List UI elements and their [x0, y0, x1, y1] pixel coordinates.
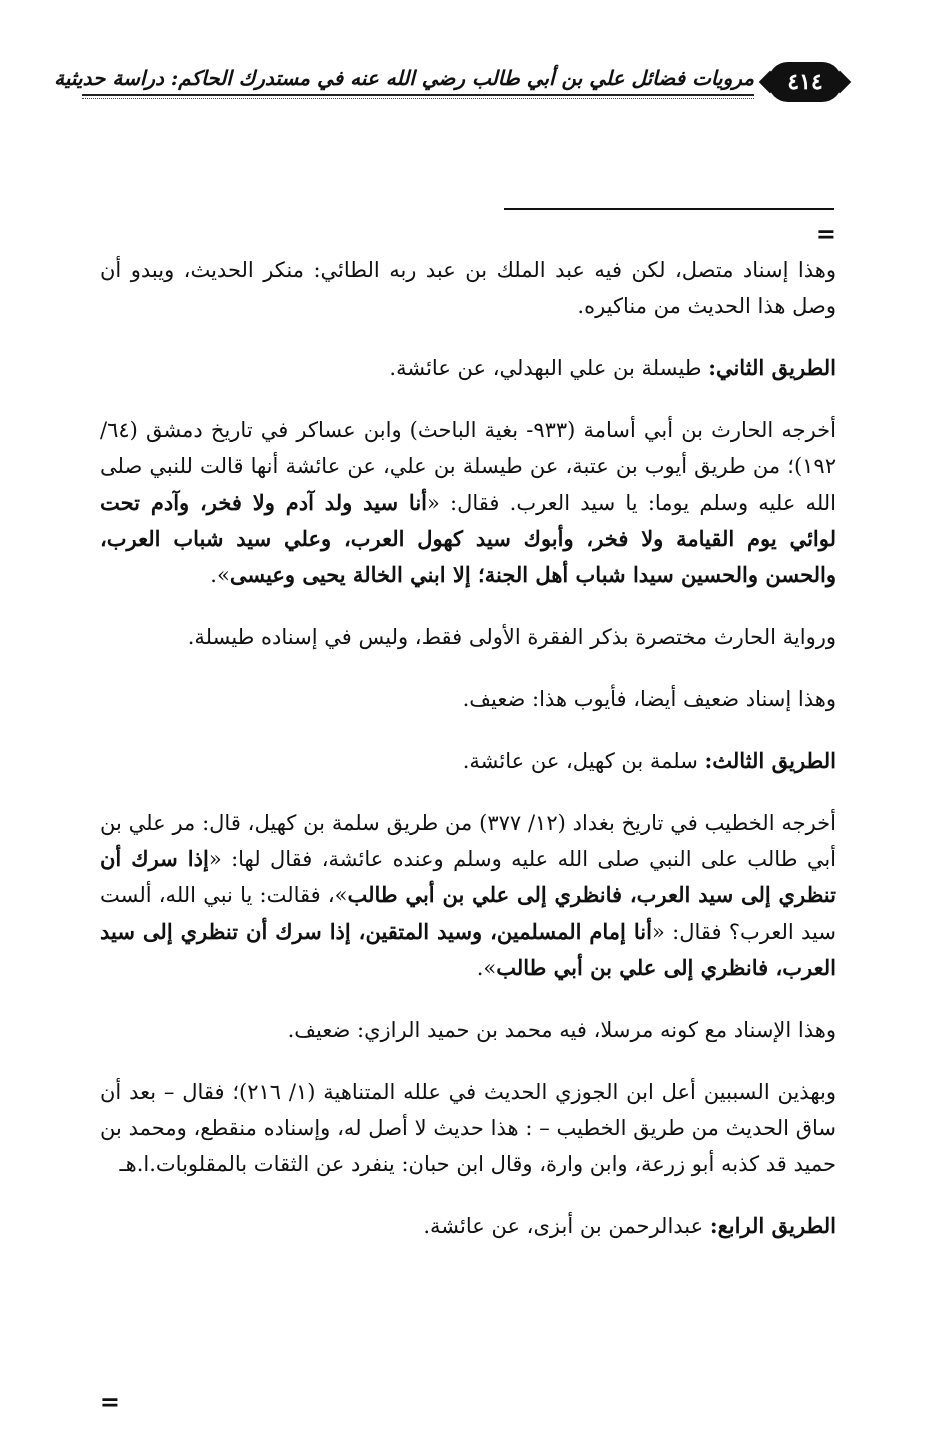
page-header — [54, 62, 852, 106]
running-title: مرويات فضائل علي بن أبي طالب رضي الله عنه في مستدرك الحاكم: دراسة حديثية — [54, 66, 754, 90]
page-number-badge: ٤١٤ — [768, 62, 842, 102]
header-dotted-rule — [82, 98, 754, 99]
footnote-separator-rule — [504, 208, 834, 210]
section-heading-route-3: الطريق الثالث: — [704, 748, 836, 774]
paragraph-5: وهذا إسناد ضعيف أيضا، فأيوب هذا: ضعيف. — [462, 686, 836, 711]
paragraph-9: وبهذين السببين أعل ابن الجوزي الحديث في علله المتناهية (١/ ٢١٦)؛ فقال – بعد أن ساق الحديث من طريق الخطيب – : هذا حديث لا أصل له، وإسناده منقطع، ومحمد بن حميد قد كذبه أبو زرعة، وابن وارة، وقال ابن حبان: ينفرد عن الثقات بالمقلوبات.ا.هـ — [100, 1079, 836, 1177]
paragraph-3: أخرجه الحارث بن أبي أسامة (٩٣٣- بغية الباحث) وابن عساكر في تاريخ دمشق (٦٤/ ١٩٢)؛ من طريق أيوب بن عتبة، عن طيسلة بن علي، عن عائشة أنها قالت للنبي صلى الله عليه وسلم يوما: يا سيد العرب. فقال: «أنا سيد ولد آدم ولا فخر، وآدم تحت لوائي يوم القيامة ولا فخر، وأبوك سيد كهول العرب، وعلي سيد شباب العرب، والحسن والحسين سيدا شباب أهل الجنة؛ إلا ابني الخالة يحيى وعيسى». — [100, 418, 836, 587]
paragraph-7: أخرجه الخطيب في تاريخ بغداد (١٢/ ٣٧٧) من طريق سلمة بن كهيل، قال: مر علي بن أبي طالب على النبي صلى الله عليه وسلم وعنده عائشة، فقال لها: «إذا سرك أن تنظري إلى سيد العرب، فانظري إلى علي بن أبي طالب»، فقالت: يا نبي الله، ألست سيد العرب؟ فقال: «أنا إمام المسلمين، وسيد المتقين، إذا سرك أن تنظري إلى سيد العرب، فانظري إلى علي بن أبي طالب». — [100, 811, 836, 980]
paragraph-8: وهذا الإسناد مع كونه مرسلا، فيه محمد بن حميد الرازي: ضعيف. — [287, 1017, 836, 1042]
continuation-mark-bottom: = — [99, 1387, 120, 1416]
header-rule — [82, 94, 754, 96]
hadith-text: إذا سرك أن تنظري إلى سيد العرب، فانظري إلى علي بن أبي طالب — [100, 846, 836, 908]
section-heading-route-4: الطريق الرابع: — [709, 1213, 836, 1239]
paragraph-6: الطريق الثالث: سلمة بن كهيل، عن عائشة. — [462, 748, 836, 774]
main-text — [100, 252, 836, 1270]
hadith-text: أنا إمام المسلمين، وسيد المتقين، إذا سرك أن تنظري إلى سيد العرب، فانظري إلى علي بن أبي طالب — [100, 918, 836, 980]
paragraph-2: الطريق الثاني: طيسلة بن علي البهدلي، عن عائشة. — [389, 355, 836, 381]
paragraph-1: وهذا إسناد متصل، لكن فيه عبد الملك بن عبد ربه الطائي: منكر الحديث، ويبدو أن وصل هذا الحديث من مناكيره. — [100, 258, 836, 319]
continuation-mark-top: = — [815, 219, 836, 248]
hadith-text: أنا سيد ولد آدم ولا فخر، وآدم تحت لوائي يوم القيامة ولا فخر، وأبوك سيد كهول العرب، وعلي سيد شباب العرب، والحسن والحسين سيدا شباب أهل الجنة؛ إلا ابني الخالة يحيى وعيسى — [100, 489, 836, 587]
paragraph-10: الطريق الرابع: عبدالرحمن بن أبزى، عن عائشة. — [423, 1213, 836, 1239]
paragraph-4: ورواية الحارث مختصرة بذكر الفقرة الأولى فقط، وليس في إسناده طيسلة. — [187, 624, 836, 649]
section-heading-route-2: الطريق الثاني: — [708, 355, 836, 381]
